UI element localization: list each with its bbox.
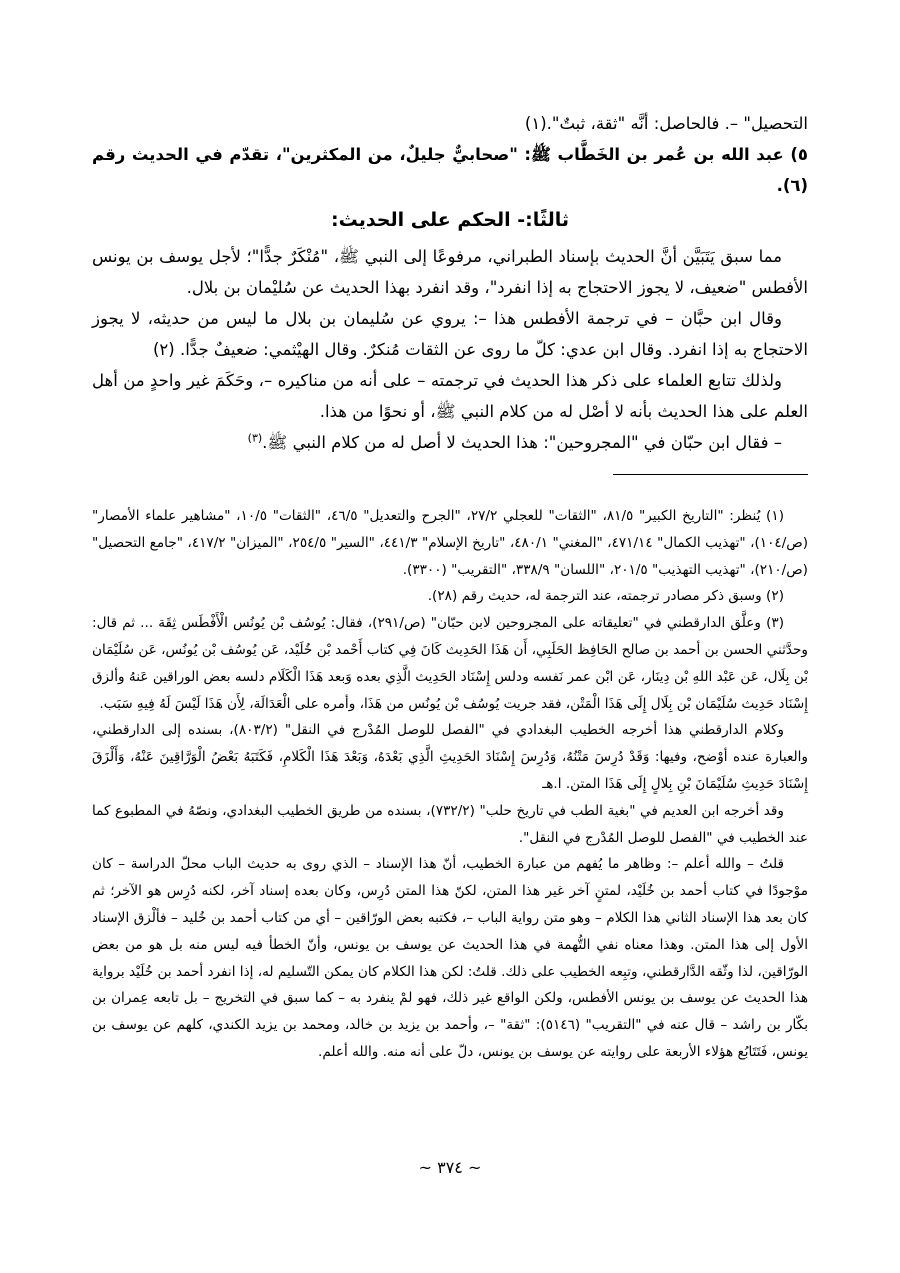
section-heading: ثالثًا:- الحكم على الحديث:	[330, 209, 570, 231]
paragraph-2: وقال ابن حبَّان – في ترجمة الأفطس هذا –: يروي عن سُليمان بن بلال ما ليس من حديثه، لا يجوز الاحتجاج به إذا انفرد. وقال ابن عدي: كلّ ما روى عن الثقات مُنكرٌ. وقال الهيْثمي: ضعيفٌ جدًّا. (٢)	[92, 309, 808, 359]
paragraph-4	[92, 427, 808, 458]
footnote-2: (٢) وسبق ذكر مصادر ترجمته، عند الترجمة له، حديث رقم (٢٨).	[427, 588, 784, 605]
footnote-ref-3: (٣)	[247, 431, 263, 445]
paragraph-1: مما سبق يَتَبَيَّن أنَّ الحديث بإسناد الطبراني، مرفوعًا إلى النبي ﷺ، "مُنْكَرٌ جدًّا"؛ لأجل يوسف بن يونس الأفطس "ضعيف، لا يجوز الاحتجاج به إذا انفرد"، وقد انفرد بهذا الحديث عن سُليْمان بن بلال.	[92, 247, 808, 297]
continuation-line: التحصيل" –. فالحاصل: أنَّه "ثقة، ثبتٌ".(١)	[524, 114, 808, 133]
page-number: ~ ٣٧٤ ~	[418, 1158, 482, 1177]
main-text	[92, 108, 808, 458]
paragraph-3: ولذلك تتابع العلماء على ذكر هذا الحديث في ترجمته – على أنه من مناكيره –، وحَكَمَ غير واحدٍ من أهل العلم على هذا الحديث بأنه لا أصْل له من كلام النبي ﷺ، أو نحوًا من هذا.	[92, 371, 808, 421]
narrator-item-5: ٥) عبد الله بن عُمر بن الخَطَّاب ﷺ: "صحابيٌّ جليلٌ، من المكثرين"، تقدّم في الحديث رقم (٦).	[92, 145, 808, 195]
footnote-3: (٣) وعلَّق الدارقطني في "تعليقاته على المجروحين لابن حبّان" (ص/٢٩١)، فقال: يُوسُف بْن يُونُس الْأَفْطَس ثِقَة ... ثم قال: وحدَّثني الحسن بن أحمد بن صالح الحَافِظ الحَلَبِي، أَن هَذَا الحَدِيث كَانَ فِي كتاب أَحْمد بْن خُلَيْد، عَن يُوسُف بْن يُونُس، عَن سُلَيْمَان بْن بِلَال، عَن عَبْد اللهِ بْن دِينَار، عَن ابْن عمر نَفسه ودلس إِسْنَاد الحَدِيث الَّذِي بعده وَبعد هَذَا الْكَلَام دلسه بعض الوراقين عَنهُ وألزق إِسْنَاد حَدِيث سُلَيْمَان بْن بِلَال إِلَى هَذَا الْمَتْن، فقد جريت يُوسُف بْن يُونُس من هَذَا، وأمره على الْعَدَالَة، لِأَن هَذَا لَيْسَ لَهُ فِيهِ سَبَب.	[92, 615, 808, 712]
footnote-separator-wrap	[92, 474, 808, 475]
page-body	[92, 108, 808, 1066]
footnote-1: (١) يُنظر: "التاريخ الكبير" ٨١/٥، "الثقات" للعجلي ٢٧/٢، "الجرح والتعديل" ٤٦/٥، "الثقات" ١٠/٥، "مشاهير علماء الأمصار" (ص/١٠٤)، "تهذيب الكمال" ٤٧١/١٤، "المغني" ٤٨٠/١، "تاريخ الإسلام" ٤٤١/٣، "السير" ٢٥٤/٥، "الميزان" ٤١٧/٢، "جامع التحصيل" (ص/٢١٠)، "تهذيب التهذيب" ٢٠١/٥، "اللسان" ٣٣٨/٩، "التقريب" (٣٣٠٠).	[92, 508, 809, 578]
footnote-3-para-4: قلتُ – والله أعلم –: وظاهر ما يُفهم من عبارة الخطيب، أنّ هذا الإسناد – الذي روى به حديث الباب محلّ الدراسة – كان موْجودًا في كتاب أحمد بن خُلَيْد، لمتنٍ آخر غير هذا المتن، لكنّ هذا المتن دُرِس، وكان بعده إسناد آخر، لكنه دُرِس هو الآخر؛ ثم كان بعد هذا الإسناد الثاني هذا الكلام – وهو متن رواية الباب –، فكتبه بعض الورّاقين – أي من كتاب أحمد بن خُليد – فألْزق الإسناد الأول إلى هذا المتن. وهذا معناه نفي التُّهمة في هذا الحديث عن يوسف بن يونس، وأنّ الخطأ فيه ليس منه بل هو من بعض الورّاقين، لذا وثّقه الدَّارقطني، وتبِعه الخطيب على ذلك. قلتُ: لكن هذا الكلام كان يمكن التّسليم له، إذا انفرد أحمد بن خُلَيْد برواية هذا الحديث عن يوسف بن يونس الأفطس، ولكن الواقع غير ذلك، فهو لمْ ينفرد به – كما سبق في التخريج – بل تابعه عِمران بن بكّار بن راشد – قال عنه في "التقريب" (٥١٤٦): "ثقة" –، وأحمد بن يزيد بن خالد، ومحمد بن يزيد الكندي، كلهم عن يوسف بن يونس، فَتَتَابُع هؤلاء الأربعة على روايته عن يوسف بن يونس، دلّ على أنه منه. والله أعلم.	[92, 856, 808, 1060]
footnotes	[92, 503, 808, 1066]
footnote-3-para-2: وكلام الدارقطني هذا أخرجه الخطيب البغدادي في "الفصل للوصل المُدْرج في النقل" (٨٠٣/٢)، بسنده إلى الدارقطني، والعبارة عنده أوْضح، وفيها: وَقَدْ دُرِسَ مَتْنُهُ، وَدُرِسَ إِسْنَادَ الحَدِيثِ الَّذِي بَعْدَهُ، وَبَعْدَ هَذَا الْكَلامِ، فَكَتَبَهُ بَعْضُ الْوَرَّاقِينَ عَنْهُ، وَأَلْزَقَ إِسْنَادَ حَدِيثِ سُلَيْمَانَ بْنِ بِلالٍ إِلَى هَذَا المتن. ا.هـ	[92, 722, 808, 792]
footnote-separator	[613, 474, 808, 475]
footnote-3-para-3: وقد أخرجه ابن العديم في "بغية الطب في تاريخ حلب" (٧٣٢/٢)، بسنده من طريق الخطيب البغدادي، ونصّهُ في المطبوع كما عند الخطيب في "الفصل للوصل المُدْرج في النقل".	[92, 802, 808, 846]
paragraph-4-text: – فقال ابن حبّان في "المجروحين": هذا الحديث لا أصل له من كلام النبي ﷺ.	[262, 433, 782, 452]
